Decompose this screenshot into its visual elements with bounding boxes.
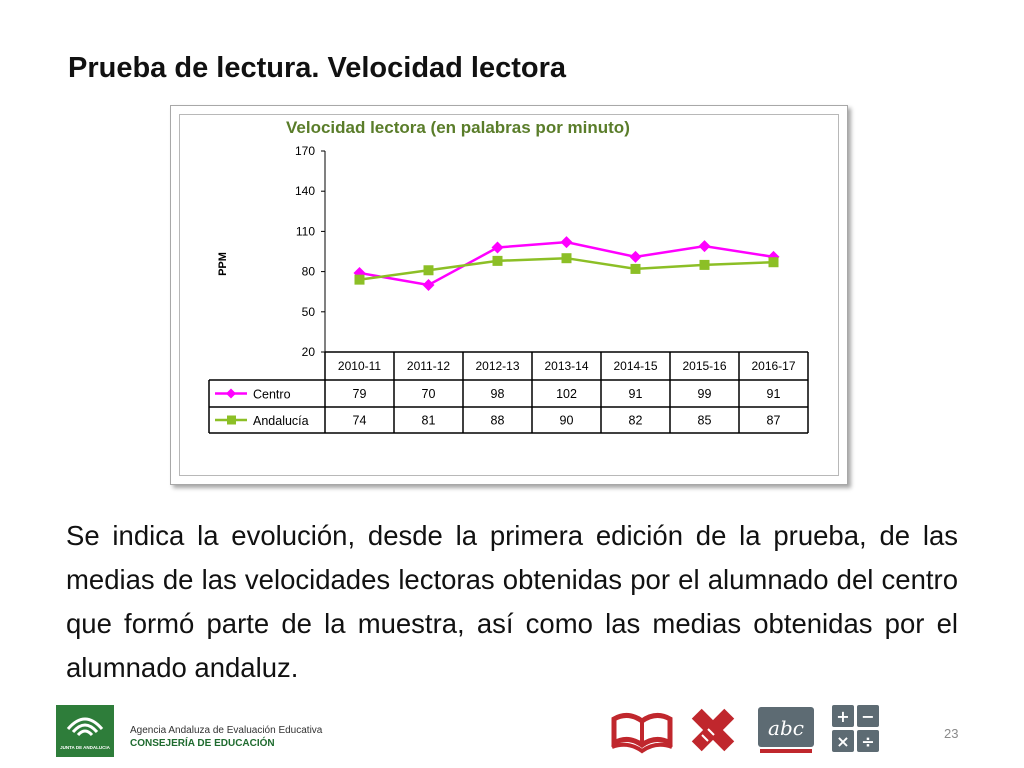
y-axis-label: PPM — [217, 252, 229, 276]
legend-label: Centro — [253, 387, 291, 402]
svg-text:÷: ÷ — [861, 732, 875, 751]
y-tick-label: 20 — [301, 345, 315, 359]
footer-agency-name: Agencia Andaluza de Evaluación Educativa — [130, 725, 323, 736]
x-category-label: 2014-15 — [613, 359, 658, 373]
table-value: 91 — [628, 387, 643, 401]
y-tick-label: 80 — [301, 264, 315, 279]
body-text: Se indica la evolución, desde la primera edición de la prueba, de las medias de las velocidades lectoras obtenidas por el alumnado del centro que formó parte de la muestra, así como las medias obtenidas por el alumnado andaluz. — [66, 520, 958, 683]
table-value: 102 — [556, 387, 577, 401]
x-category-label: 2010-11 — [337, 359, 382, 373]
chart-frame — [170, 105, 848, 485]
table-value: 88 — [490, 413, 505, 428]
data-point-andalucía — [493, 256, 503, 266]
svg-text:−: − — [861, 707, 875, 726]
table-value: 91 — [766, 387, 781, 401]
legend-swatch-marker — [226, 389, 236, 399]
table-value: 98 — [490, 387, 505, 401]
y-tick-label: 110 — [295, 224, 315, 239]
table-value: 70 — [421, 387, 436, 401]
data-point-andalucía — [562, 253, 572, 263]
data-point-centro — [561, 236, 573, 248]
junta-logo — [56, 705, 114, 757]
table-value: 82 — [628, 413, 643, 428]
data-point-andalucía — [631, 264, 641, 274]
abc-board-icon — [756, 705, 816, 755]
data-point-centro — [423, 279, 435, 291]
table-value: 90 — [559, 413, 574, 428]
svg-text:×: × — [836, 732, 850, 751]
slide-title: Prueba de lectura. Velocidad lectora — [68, 52, 567, 84]
x-category-label: 2012-13 — [475, 359, 520, 373]
x-category-label: 2015-16 — [682, 359, 727, 373]
legend-label: Andalucía — [253, 414, 309, 428]
table-value: 79 — [352, 387, 367, 401]
data-point-andalucía — [424, 265, 434, 275]
data-point-andalucía — [355, 275, 365, 285]
chart-title: Velocidad lectora (en palabras por minuto) — [286, 118, 630, 137]
svg-text:+: + — [836, 707, 850, 726]
data-point-centro — [630, 251, 642, 263]
page-number: 23 — [944, 726, 959, 741]
y-tick-label: 140 — [294, 184, 315, 199]
book-icon — [610, 705, 674, 755]
x-category-label: 2011-12 — [406, 359, 451, 373]
svg-text:abc: abc — [768, 716, 804, 740]
data-point-andalucía — [769, 257, 779, 267]
legend-swatch-marker — [227, 416, 236, 425]
footer-department-name: CONSEJERÍA DE EDUCACIÓN — [130, 738, 275, 749]
data-point-centro — [699, 240, 711, 252]
table-value: 85 — [697, 413, 712, 428]
logo-wordmark: JUNTA DE ANDALUCIA — [60, 745, 110, 750]
x-category-label: 2013-14 — [544, 359, 589, 373]
table-value: 99 — [697, 387, 712, 401]
data-point-andalucía — [700, 260, 710, 270]
x-category-label: 2016-17 — [751, 359, 796, 373]
line-chart — [171, 106, 847, 484]
y-tick-label: 170 — [294, 144, 315, 158]
calculator-icon — [832, 705, 880, 755]
table-value: 81 — [421, 413, 436, 428]
table-value: 74 — [352, 413, 367, 428]
table-value: 87 — [766, 413, 781, 428]
ruler-pencil-icon — [688, 705, 740, 755]
data-point-centro — [492, 241, 504, 253]
y-tick-label: 50 — [301, 304, 315, 319]
